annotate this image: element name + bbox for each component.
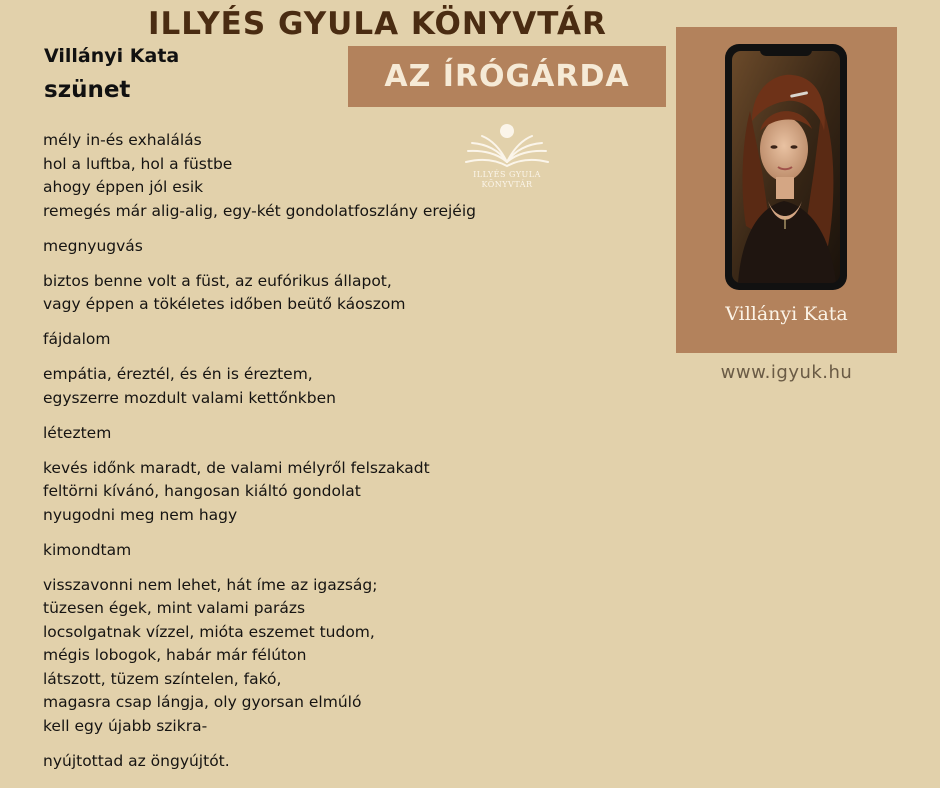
- poem-line: kimondtam: [43, 540, 132, 559]
- phone-frame: [725, 44, 847, 290]
- poem-line: biztos benne volt a füst, az eufórikus állapot,: [43, 271, 392, 290]
- poem-line: nyugodni meg nem hagy: [43, 505, 238, 524]
- library-title: ILLYÉS GYULA KÖNYVTÁR: [148, 6, 607, 42]
- poem-line: látszott, tüzem színtelen, fakó,: [43, 669, 282, 688]
- poem-line: mély in-és exhalálás: [43, 131, 202, 149]
- poem-stanza: [43, 457, 603, 528]
- poem-line: remegés már alig-alig, egy-két gondolatfoszlány erejéig: [43, 201, 476, 220]
- poem-line: mégis lobogok, habár már félúton: [43, 646, 307, 664]
- poem-stanza: [43, 539, 603, 563]
- section-banner: [348, 46, 666, 107]
- phone-notch: [760, 48, 812, 56]
- poem-stanza: [43, 574, 603, 739]
- poem-stanza: [43, 363, 603, 410]
- author-name: Villányi Kata: [44, 45, 180, 67]
- poem-line: fájdalom: [43, 330, 111, 348]
- poem-stanza: [43, 328, 603, 352]
- poem-line: tüzesen égek, mint valami parázs: [43, 599, 306, 617]
- poem-line: megnyugvás: [43, 236, 143, 255]
- poem-line: ahogy éppen jól esik: [43, 178, 204, 196]
- poem-title: szünet: [44, 77, 131, 103]
- poem-line: kell egy újabb szikra-: [43, 716, 208, 735]
- poem-stanza: [43, 129, 603, 223]
- poem-stanza: [43, 422, 603, 446]
- section-label: AZ ÍRÓGÁRDA: [384, 59, 630, 94]
- poem-body: [43, 129, 603, 785]
- author-photo-card: [676, 27, 897, 353]
- logo-text-line2: KÖNYVTÁR: [481, 180, 533, 189]
- portrait-image: [732, 51, 840, 283]
- poem-line: kevés időnk maradt, de valami mélyről felszakadt: [43, 458, 430, 477]
- poem-line: magasra csap lángja, oly gyorsan elmúló: [43, 693, 362, 711]
- poem-line: hol a luftba, hol a füstbe: [43, 154, 233, 173]
- website-url: www.igyuk.hu: [720, 362, 853, 383]
- author-photo: [732, 51, 840, 283]
- poem-line: feltörni kívánó, hangosan kiáltó gondolat: [43, 482, 361, 500]
- poem-line: egyszerre mozdult valami kettőnkben: [43, 388, 336, 407]
- poem-line: nyújtottad az öngyújtót.: [43, 751, 230, 770]
- poem-stanza: [43, 270, 603, 317]
- poem-stanza: [43, 750, 603, 774]
- poem-line: léteztem: [43, 423, 112, 442]
- poem-stanza: [43, 235, 603, 259]
- poem-line: visszavonni nem lehet, hát íme az igazság;: [43, 575, 378, 594]
- logo-text-line1: ILLYÉS GYULA: [473, 170, 541, 179]
- poem-line: locsolgatnak vízzel, mióta eszemet tudom,: [43, 622, 375, 641]
- poem-line: empátia, éreztél, és én is éreztem,: [43, 365, 313, 383]
- card-author-name: Villányi Kata: [725, 303, 848, 325]
- poem-line: vagy éppen a tökéletes időben beütő káoszom: [43, 295, 406, 313]
